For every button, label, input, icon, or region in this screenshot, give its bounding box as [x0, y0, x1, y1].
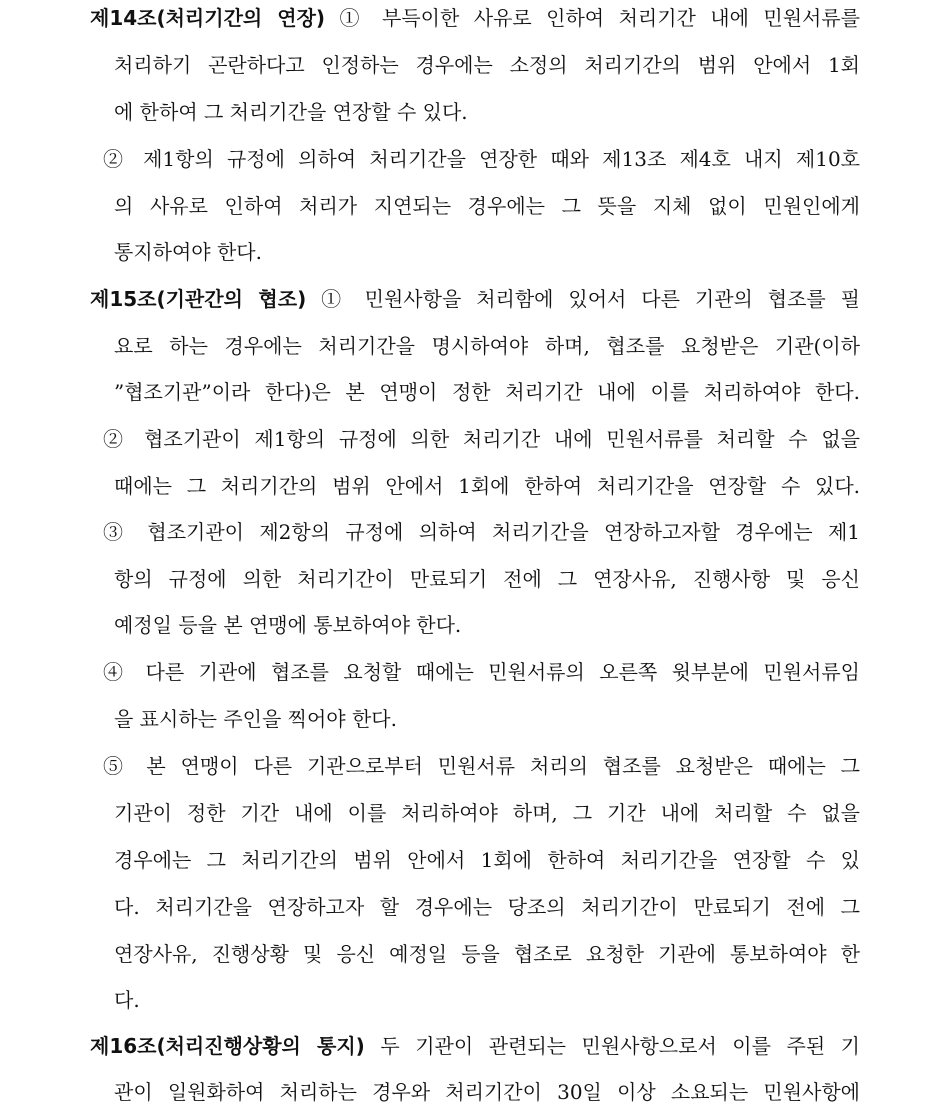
- article-16-line: 관이 일원화하여 처리하는 경우와 처리기간이 30일 이상 소요되는 민원사항에: [114, 1080, 860, 1104]
- article-15-paragraph-4-line: 을 표시하는 주인을 찍어야 한다.: [114, 707, 397, 731]
- article-15-paragraph-3-line: 항의 규정에 의한 처리기간이 만료되기 전에 그 연장사유, 진행사항 및 응신: [114, 567, 860, 591]
- article-15-paragraph-4-line: ④ 다른 기관에 협조를 요청할 때에는 민원서류의 오른쪽 윗부분에 민원서류임: [103, 660, 860, 684]
- article-14-paragraph-2-line: ② 제1항의 규정에 의하여 처리기간을 연장한 때와 제13조 제4호 내지 제10호: [103, 147, 860, 171]
- article-15-paragraph-5-line: 다. 처리기간을 연장하고자 할 경우에는 당조의 처리기간이 만료되기 전에 그: [114, 895, 860, 919]
- article-16-first-line-text: 두 기관이 관련되는 민원사항으로서 이를 주된 기: [364, 1034, 860, 1058]
- article-14-first-line-text: ① 부득이한 사유로 인하여 처리기간 내에 민원서류를: [325, 6, 860, 30]
- article-14-line: 에 한하여 그 처리기간을 연장할 수 있다.: [114, 100, 468, 124]
- article-15-paragraph-5-line: 경우에는 그 처리기간의 범위 안에서 1회에 한하여 처리기간을 연장할 수 있: [114, 848, 860, 872]
- article-14-first-line: [90, 6, 860, 30]
- article-15-paragraph-2-line: 때에는 그 처리기간의 범위 안에서 1회에 한하여 처리기간을 연장할 수 있다.: [114, 474, 860, 498]
- article-16-heading: 제16조(처리진행상황의 통지): [90, 1034, 365, 1058]
- article-15-paragraph-5-line: 연장사유, 진행상황 및 응신 예정일 등을 협조로 요청한 기관에 통보하여야 한: [114, 942, 860, 966]
- article-15-first-line-text: ① 민원사항을 처리함에 있어서 다른 기관의 협조를 필: [306, 287, 860, 311]
- article-15-paragraph-5-line: 기관이 정한 기간 내에 이를 처리하여야 하며, 그 기간 내에 처리할 수 없을: [114, 801, 860, 825]
- article-14-paragraph-2-line: 통지하여야 한다.: [114, 240, 262, 264]
- article-15-line: ”협조기관”이라 한다)은 본 연맹이 정한 처리기간 내에 이를 처리하여야 한다.: [114, 380, 860, 404]
- article-14-line: 처리하기 곤란하다고 인정하는 경우에는 소정의 처리기간의 범위 안에서 1회: [114, 53, 860, 77]
- article-15-paragraph-5-line: 다.: [114, 988, 140, 1012]
- article-15-paragraph-2-line: ② 협조기관이 제1항의 규정에 의한 처리기간 내에 민원서류를 처리할 수 없을: [103, 427, 860, 451]
- article-15-line: 요로 하는 경우에는 처리기간을 명시하여야 하며, 협조를 요청받은 기관(이하: [114, 334, 860, 358]
- article-15-heading: 제15조(기관간의 협조): [90, 287, 307, 311]
- article-14-paragraph-2-line: 의 사유로 인하여 처리가 지연되는 경우에는 그 뜻을 지체 없이 민원인에게: [114, 194, 860, 218]
- article-15-paragraph-3-line: ③ 협조기관이 제2항의 규정에 의하여 처리기간을 연장하고자할 경우에는 제1: [103, 520, 860, 544]
- article-15-first-line: [90, 287, 860, 311]
- article-14-heading: 제14조(처리기간의 연장): [90, 6, 326, 30]
- article-16-first-line: [90, 1034, 860, 1058]
- article-15-paragraph-3-line: 예정일 등을 본 연맹에 통보하여야 한다.: [114, 613, 462, 637]
- article-15-paragraph-5-line: ⑤ 본 연맹이 다른 기관으로부터 민원서류 처리의 협조를 요청받은 때에는 그: [103, 754, 860, 778]
